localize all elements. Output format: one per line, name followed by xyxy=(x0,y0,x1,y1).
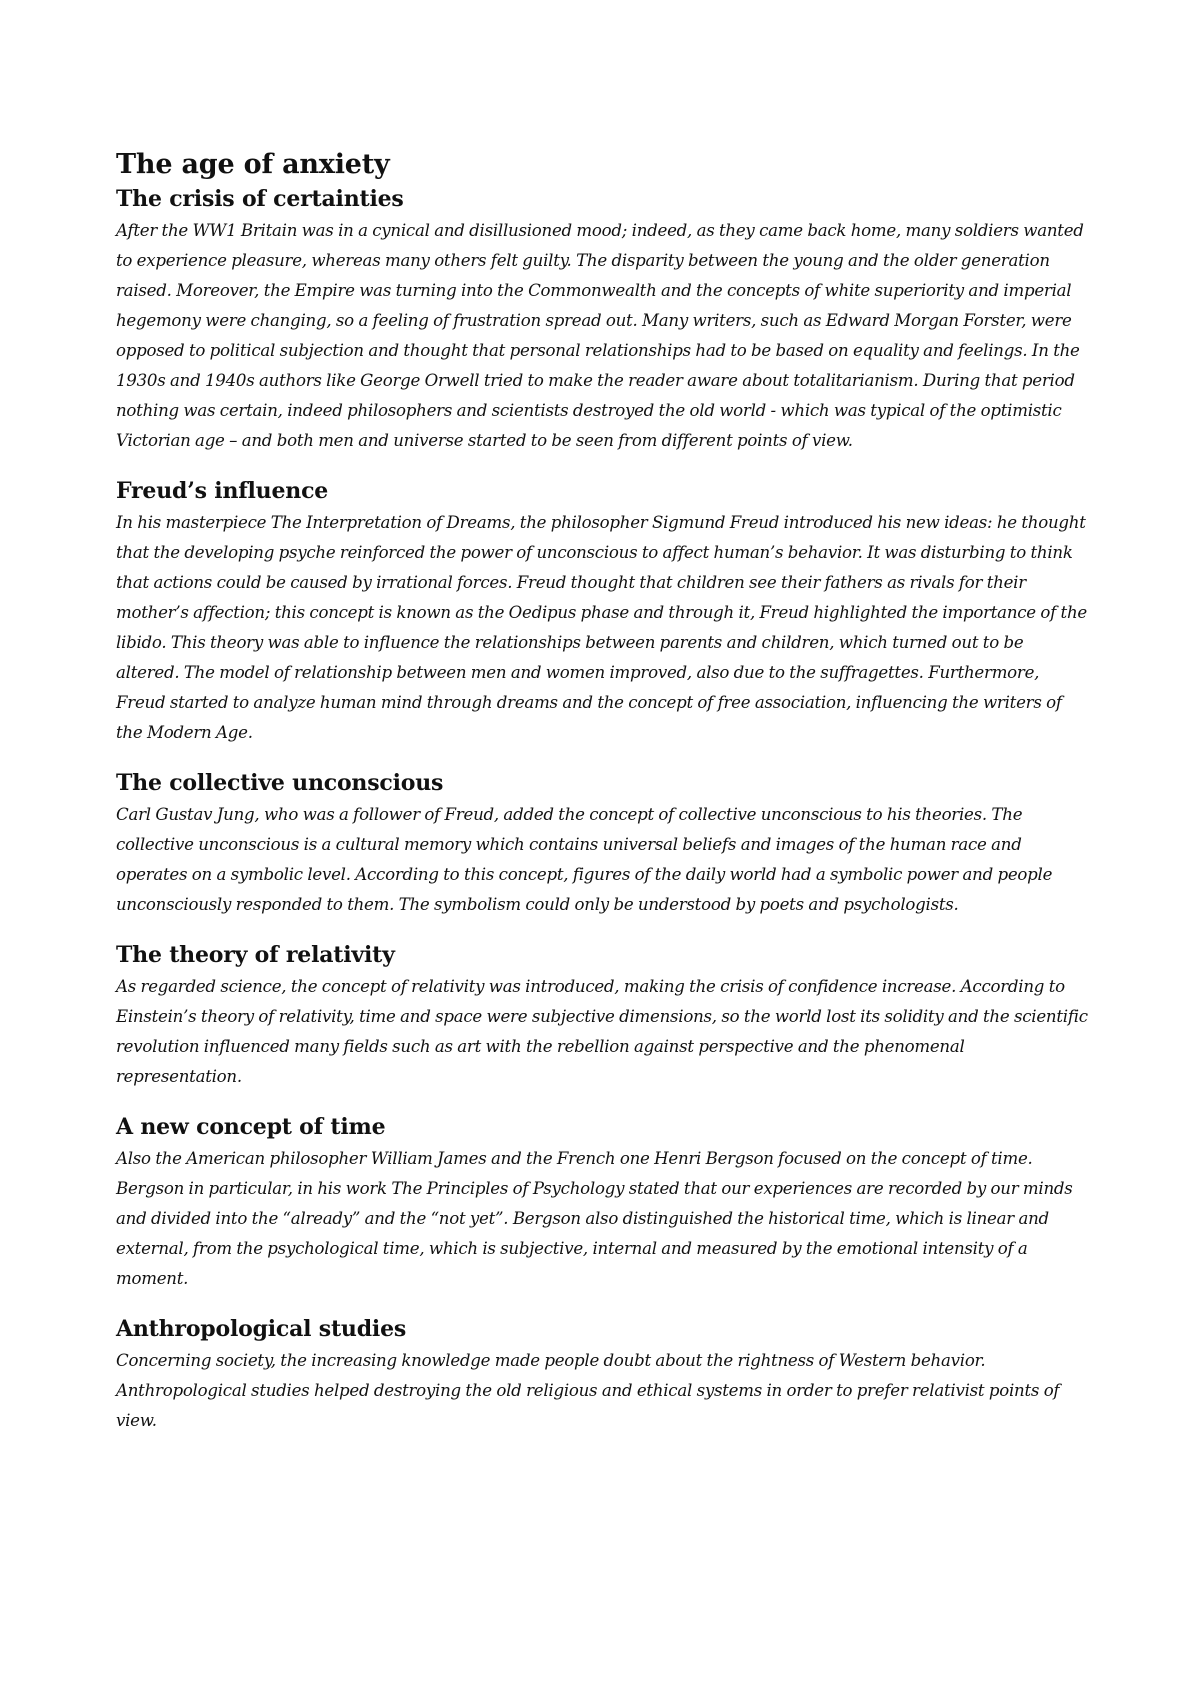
section-body: Concerning society, the increasing knowledge made people doubt about the rightness of Western behavior. Anthropological studies helped destroying the old religious and ethical systems in order to prefer relativist points of view. xyxy=(116,1351,1060,1430)
section-heading: The collective unconscious xyxy=(116,770,444,796)
section-body: After the WW1 Britain was in a cynical and disillusioned mood; indeed, as they came back home, many soldiers wanted to experience pleasure, whereas many others felt guilty. The disparity between the young and the older generation raised. Moreover, the Empire was turning into the Commonwealth and the concepts of white superiority and imperial hegemony were changing, so a feeling of frustration spread out. Many writers, such as Edward Morgan Forster, were opposed to political subjection and thought that personal relationships had to be based on equality and feelings. In the 1930s and 1940s authors like George Orwell tried to make the reader aware about totalitarianism. During that period nothing was certain, indeed philosophers and scientists destroyed the old world - which was typical of the optimistic Victorian age – and both men and universe started to be seen from different points of view. xyxy=(116,221,1084,450)
section-heading: Anthropological studies xyxy=(116,1316,407,1342)
section-crisis-of-certainties xyxy=(116,184,1088,456)
section-freuds-influence xyxy=(116,476,1088,748)
section-collective-unconscious xyxy=(116,768,1088,920)
section-heading: A new concept of time xyxy=(116,1114,386,1140)
section-body: Carl Gustav Jung, who was a follower of Freud, added the concept of collective unconscious to his theories. The collective unconscious is a cultural memory which contains universal beliefs and images of the human race and operates on a symbolic level. According to this concept, figures of the daily world had a symbolic power and people unconsciously responded to them. The symbolism could only be understood by poets and psychologists. xyxy=(116,805,1053,914)
section-heading: Freud’s influence xyxy=(116,478,329,504)
document-title: The age of anxiety xyxy=(116,149,390,180)
section-heading: The crisis of certainties xyxy=(116,186,404,212)
section-body: As regarded science, the concept of relativity was introduced, making the crisis of confidence increase. According to Einstein’s theory of relativity, time and space were subjective dimensions, so the world lost its solidity and the scientific revolution influenced many fields such as art with the rebellion against perspective and the phenomenal representation. xyxy=(116,977,1088,1086)
section-anthropological-studies xyxy=(116,1314,1088,1436)
section-heading: The theory of relativity xyxy=(116,942,395,968)
section-body: Also the American philosopher William James and the French one Henri Bergson focused on the concept of time. Bergson in particular, in his work The Principles of Psychology stated that our experiences are recorded by our minds and divided into the “already” and the “not yet”. Bergson also distinguished the historical time, which is linear and external, from the psychological time, which is subjective, internal and measured by the emotional intensity of a moment. xyxy=(116,1149,1073,1288)
section-new-concept-of-time xyxy=(116,1112,1088,1294)
section-theory-of-relativity xyxy=(116,940,1088,1092)
section-body: In his masterpiece The Interpretation of Dreams, the philosopher Sigmund Freud introduced his new ideas: he thought that the developing psyche reinforced the power of unconscious to affect human’s behavior. It was disturbing to think that actions could be caused by irrational forces. Freud thought that children see their fathers as rivals for their mother’s affection; this concept is known as the Oedipus phase and through it, Freud highlighted the importance of the libido. This theory was able to influence the relationships between parents and children, which turned out to be altered. The model of relationship between men and women improved, also due to the suffragettes. Furthermore, Freud started to analyze human mind through dreams and the concept of free association, influencing the writers of the Modern Age. xyxy=(116,513,1087,742)
